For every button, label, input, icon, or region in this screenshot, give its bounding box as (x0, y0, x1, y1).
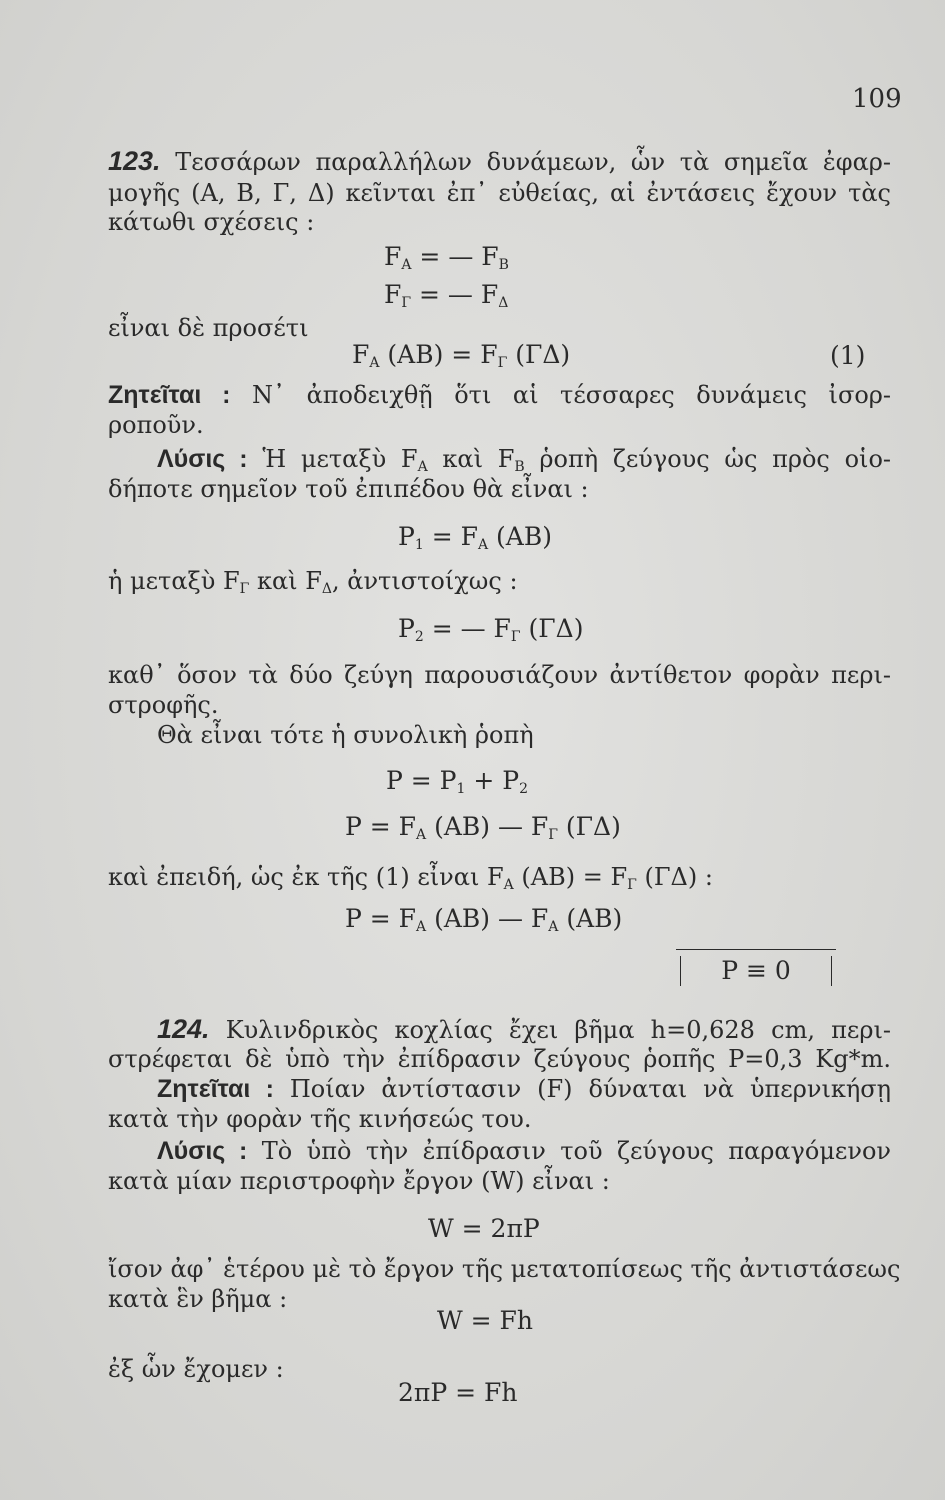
p124-sol-label: Λύσις : (157, 1137, 248, 1165)
p123-result-box (676, 949, 836, 986)
p124-from-which: ἐξ ὧν ἔχομεν : (108, 1355, 284, 1383)
p124-eq-final: 2πP = Fh (398, 1378, 518, 1407)
p123-sol-line-2: δήποτε σημεῖον τοῦ ἐπιπέδου θὰ εἶναι : (108, 475, 589, 503)
p123-sol-label: Λύσις : (157, 445, 248, 473)
p124-line-2: στρέφεται δὲ ὑπὸ τὴν ἐπίδρασιν ζεύγους ῥοπῆς P=0,3 Kg*m. (108, 1045, 891, 1073)
p123-eq-b: $F_\Gamma$ = — $F_\Delta$ (384, 280, 509, 311)
p123-total-line: Θὰ εἶναι τότε ἡ συνολικὴ ῥοπὴ (157, 721, 534, 749)
p124-ask-line-1: Ζητεῖται : Ποίαν ἀντίστασιν (F) δύναται νὰ ὑπερνικήσῃ (157, 1075, 891, 1103)
p123-eq-c-tag: (1) (830, 341, 866, 370)
p123-line-2: μογῆς (Α, Β, Γ, Δ) κεῖνται ἐπ᾽ εὐθείας, αἱ ἐντάσεις ἔχουν τὰς (108, 179, 891, 207)
p123-eq-p1: $P_1 = F_A$ (ΑΒ) (398, 522, 552, 553)
p123-ask-line-1: Ζητεῖται : Ν᾽ ἀποδειχθῇ ὅτι αἱ τέσσαρες δυνάμεις ἰσορ- (108, 381, 891, 409)
p123-because: καὶ ἐπειδή, ὡς ἐκ τῆς (1) εἶναι $F_A$ $(AB) = F_\Gamma$ (ΓΔ) : (108, 863, 713, 893)
p123-ask-line-2: ροποῦν. (108, 411, 204, 439)
p123-result: P ≡ 0 (680, 956, 832, 986)
p123-since-line-1: καθ᾽ ὅσον τὰ δύο ζεύγη παρουσιάζουν ἀντίθετον φορὰν περι- (108, 661, 891, 689)
p123-eq-final: $P = F_A$ (ΑΒ) — $F_A$ (ΑΒ) (345, 904, 623, 935)
p124-eq-w1: W = 2πP (428, 1214, 540, 1243)
p123-eq-c: $F_A$ $(AB) = F_\Gamma$ (ΓΔ) (352, 340, 571, 371)
p123-ask-label: Ζητεῖται : (108, 381, 231, 409)
p124-ask-label: Ζητεῖται : (157, 1075, 274, 1103)
p124-number: 124. (157, 1014, 210, 1044)
p123-mid-1: ἡ μεταξὺ $F_\Gamma$ καὶ $F_\Delta$, ἀντιστοίχως : (108, 567, 518, 597)
p124-ask-line-2: κατὰ τὴν φορὰν τῆς κινήσεώς του. (108, 1105, 532, 1133)
p124-equal-line-2: κατὰ ἓν βῆμα : (108, 1285, 288, 1313)
p123-sol-line-1: Λύσις : Ἡ μεταξὺ $F_A$ καὶ $F_B$ ῥοπὴ ζεύγους ὡς πρὸς οἱο- (157, 445, 892, 475)
p124-line-1: 124. Κυλινδρικὸς κοχλίας ἔχει βῆμα h=0,628 cm, περι- (157, 1014, 891, 1044)
p124-sol-line-1: Λύσις : Τὸ ὑπὸ τὴν ἐπίδρασιν τοῦ ζεύγους παραγόμενον (157, 1137, 891, 1165)
p123-line-1: 123. Τεσσάρων παραλλήλων δυνάμεων, ὧν τὰ σημεῖα ἐφαρ- (108, 146, 891, 176)
p123-eq-sum: $P = P_1 + P_2$ (386, 766, 528, 797)
p123-eq-a: $F_A$ = — $F_B$ (384, 242, 509, 273)
p123-also: εἶναι δὲ προσέτι (108, 314, 309, 342)
p124-equal-line-1: ἴσον ἀφ᾽ ἑτέρου μὲ τὸ ἔργον τῆς μετατοπίσεως τῆς ἀντιστάσεως (108, 1255, 901, 1283)
p123-since-line-2: στροφῆς. (108, 691, 219, 719)
p123-number: 123. (108, 146, 161, 176)
p123-eq-sum2: $P = F_A$ (ΑΒ) — $F_\Gamma$ (ΓΔ) (345, 812, 621, 843)
p123-line-3: κάτωθι σχέσεις : (108, 208, 315, 236)
p124-sol-line-2: κατὰ μίαν περιστροφὴν ἔργον (W) εἶναι : (108, 1167, 610, 1195)
p123-eq-p2: $P_2$ = — $F_\Gamma$ (ΓΔ) (398, 614, 584, 645)
p124-eq-w2: W = Fh (437, 1306, 533, 1335)
page-number: 109 (852, 84, 902, 114)
